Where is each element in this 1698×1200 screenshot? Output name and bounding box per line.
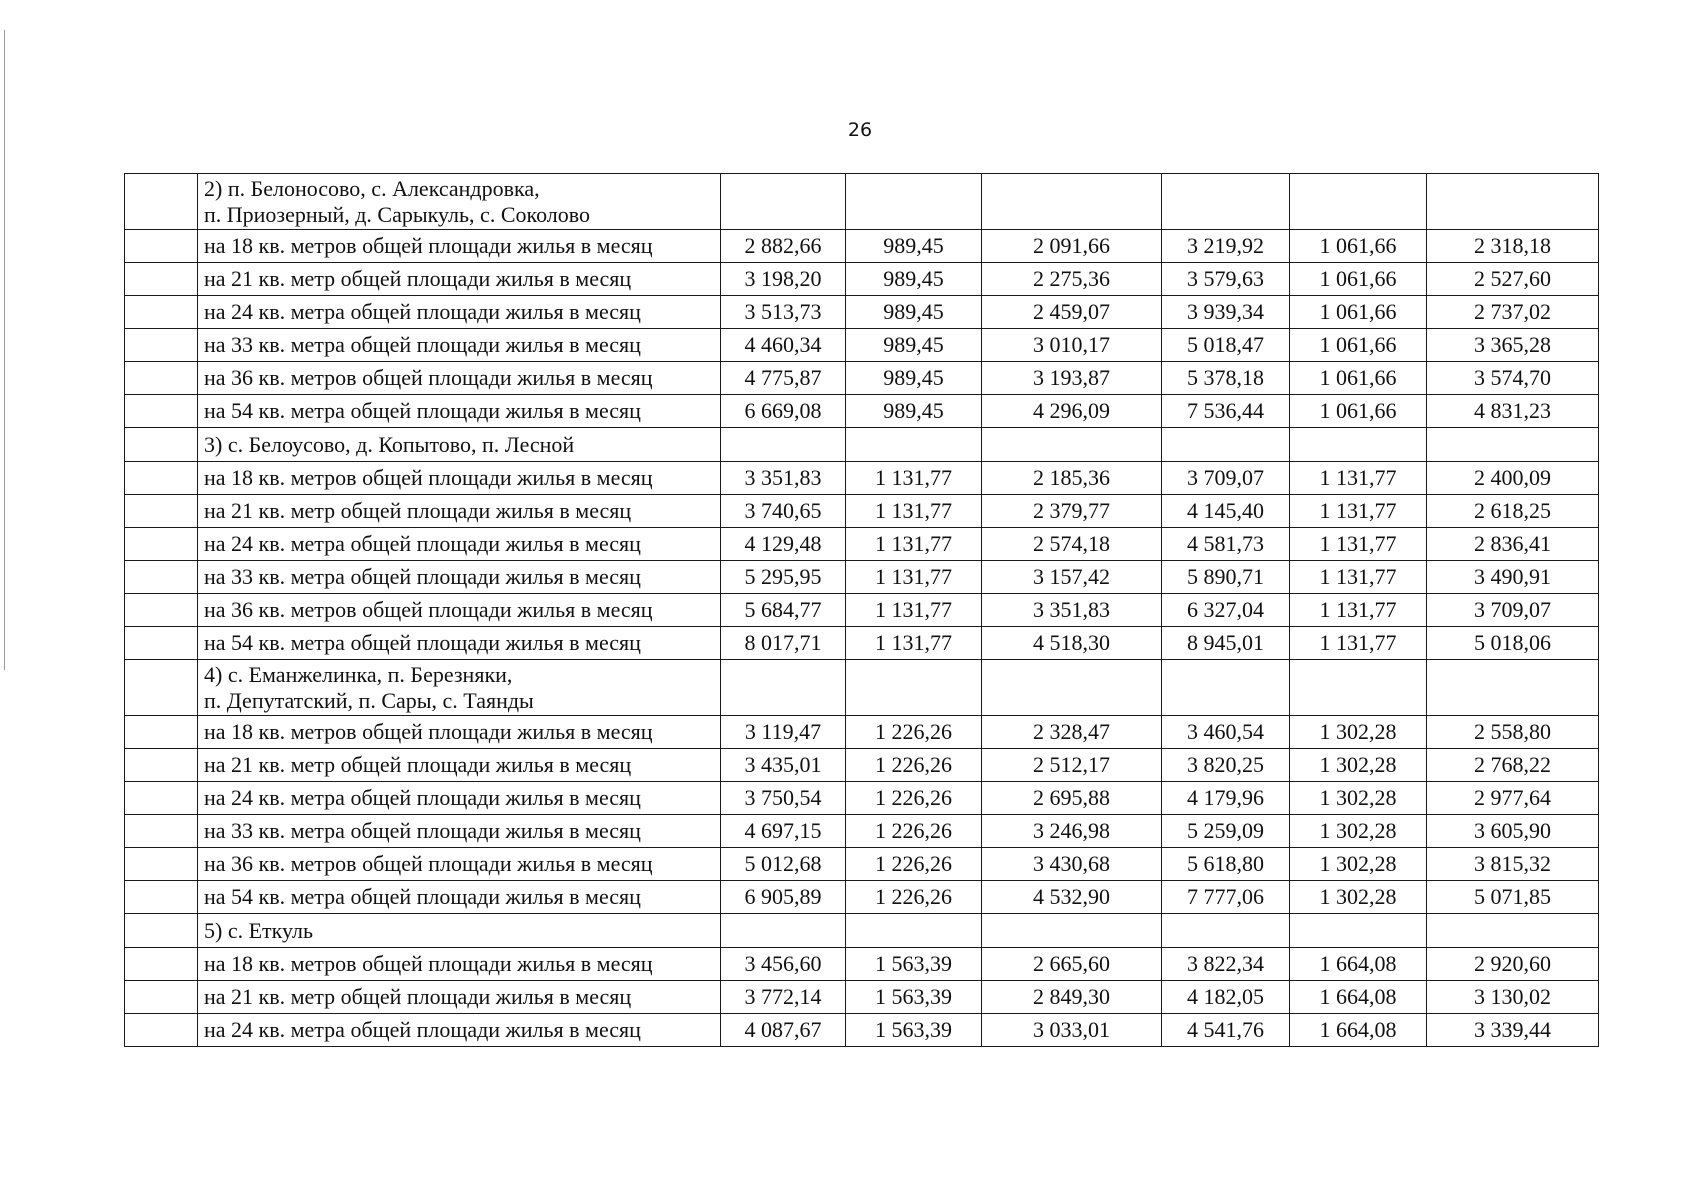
- table-row: [125, 782, 1599, 815]
- value-cell: 8 017,71: [721, 627, 846, 660]
- empty-value-cell: [721, 914, 846, 948]
- table-row: [125, 263, 1599, 296]
- empty-value-cell: [721, 174, 846, 230]
- value-cell: 1 664,08: [1290, 1014, 1427, 1047]
- value-cell: 1 226,26: [846, 782, 982, 815]
- value-cell: 989,45: [846, 395, 982, 428]
- value-cell: 5 259,09: [1162, 815, 1290, 848]
- tariff-table: [124, 173, 1599, 1047]
- value-cell: 989,45: [846, 362, 982, 395]
- value-cell: 1 664,08: [1290, 981, 1427, 1014]
- value-cell: 989,45: [846, 230, 982, 263]
- value-cell: 3 339,44: [1427, 1014, 1599, 1047]
- row-label: на 18 кв. метров общей площади жилья в месяц: [198, 230, 721, 263]
- empty-value-cell: [721, 660, 846, 716]
- value-cell: 2 558,80: [1427, 716, 1599, 749]
- value-cell: 2 459,07: [982, 296, 1162, 329]
- value-cell: 2 527,60: [1427, 263, 1599, 296]
- value-cell: 5 012,68: [721, 848, 846, 881]
- row-label: на 54 кв. метра общей площади жилья в месяц: [198, 881, 721, 914]
- value-cell: 5 018,06: [1427, 627, 1599, 660]
- value-cell: 3 435,01: [721, 749, 846, 782]
- row-label: на 21 кв. метр общей площади жилья в месяц: [198, 263, 721, 296]
- empty-value-cell: [1427, 174, 1599, 230]
- empty-value-cell: [1290, 174, 1427, 230]
- table-row: [125, 981, 1599, 1014]
- value-cell: 1 563,39: [846, 981, 982, 1014]
- value-cell: 2 849,30: [982, 981, 1162, 1014]
- value-cell: 1 302,28: [1290, 881, 1427, 914]
- value-cell: 6 905,89: [721, 881, 846, 914]
- row-label: на 21 кв. метр общей площади жилья в месяц: [198, 495, 721, 528]
- value-cell: 3 246,98: [982, 815, 1162, 848]
- row-label: на 24 кв. метра общей площади жилья в месяц: [198, 528, 721, 561]
- value-cell: 1 302,28: [1290, 815, 1427, 848]
- value-cell: 5 618,80: [1162, 848, 1290, 881]
- table-row: [125, 1014, 1599, 1047]
- index-cell: [125, 174, 198, 230]
- value-cell: 1 226,26: [846, 749, 982, 782]
- empty-value-cell: [982, 660, 1162, 716]
- index-cell: [125, 329, 198, 362]
- row-label: на 18 кв. метров общей площади жилья в месяц: [198, 462, 721, 495]
- value-cell: 7 777,06: [1162, 881, 1290, 914]
- table-row: [125, 749, 1599, 782]
- value-cell: 4 697,15: [721, 815, 846, 848]
- table-row: [125, 948, 1599, 981]
- value-cell: 3 193,87: [982, 362, 1162, 395]
- index-cell: [125, 848, 198, 881]
- table-row: [125, 627, 1599, 660]
- value-cell: 4 296,09: [982, 395, 1162, 428]
- value-cell: 1 226,26: [846, 716, 982, 749]
- value-cell: 2 328,47: [982, 716, 1162, 749]
- index-cell: [125, 914, 198, 948]
- value-cell: 6 327,04: [1162, 594, 1290, 627]
- row-label: на 18 кв. метров общей площади жилья в месяц: [198, 948, 721, 981]
- value-cell: 4 460,34: [721, 329, 846, 362]
- value-cell: 1 061,66: [1290, 296, 1427, 329]
- value-cell: 3 820,25: [1162, 749, 1290, 782]
- table-row: [125, 395, 1599, 428]
- value-cell: 3 815,32: [1427, 848, 1599, 881]
- empty-value-cell: [846, 660, 982, 716]
- empty-value-cell: [846, 174, 982, 230]
- value-cell: 2 665,60: [982, 948, 1162, 981]
- index-cell: [125, 495, 198, 528]
- empty-value-cell: [846, 428, 982, 462]
- value-cell: 2 185,36: [982, 462, 1162, 495]
- value-cell: 4 145,40: [1162, 495, 1290, 528]
- value-cell: 3 351,83: [721, 462, 846, 495]
- value-cell: 1 131,77: [1290, 528, 1427, 561]
- value-cell: 1 664,08: [1290, 948, 1427, 981]
- value-cell: 1 131,77: [846, 594, 982, 627]
- value-cell: 4 831,23: [1427, 395, 1599, 428]
- group-title: [198, 428, 721, 462]
- value-cell: 3 709,07: [1162, 462, 1290, 495]
- table-row: [125, 716, 1599, 749]
- table-row: [125, 881, 1599, 914]
- value-cell: 1 131,77: [846, 495, 982, 528]
- index-cell: [125, 263, 198, 296]
- table-row: [125, 528, 1599, 561]
- group-title-line: п. Депутатский, п. Сары, с. Таянды: [204, 688, 534, 713]
- value-cell: 2 379,77: [982, 495, 1162, 528]
- table-row: [125, 848, 1599, 881]
- value-cell: 1 131,77: [846, 462, 982, 495]
- group-title-line: 4) с. Еманжелинка, п. Березняки,: [204, 662, 513, 687]
- row-label: на 36 кв. метров общей площади жилья в месяц: [198, 848, 721, 881]
- value-cell: 1 131,77: [846, 561, 982, 594]
- value-cell: 5 295,95: [721, 561, 846, 594]
- value-cell: 3 579,63: [1162, 263, 1290, 296]
- value-cell: 5 071,85: [1427, 881, 1599, 914]
- value-cell: 3 709,07: [1427, 594, 1599, 627]
- empty-value-cell: [1162, 660, 1290, 716]
- table-row: [125, 561, 1599, 594]
- value-cell: 3 157,42: [982, 561, 1162, 594]
- value-cell: 1 302,28: [1290, 782, 1427, 815]
- value-cell: 2 977,64: [1427, 782, 1599, 815]
- index-cell: [125, 362, 198, 395]
- index-cell: [125, 230, 198, 263]
- index-cell: [125, 395, 198, 428]
- value-cell: 1 061,66: [1290, 362, 1427, 395]
- value-cell: 2 318,18: [1427, 230, 1599, 263]
- value-cell: 3 490,91: [1427, 561, 1599, 594]
- value-cell: 4 541,76: [1162, 1014, 1290, 1047]
- empty-value-cell: [982, 428, 1162, 462]
- group-header-row: [125, 914, 1599, 948]
- value-cell: 1 131,77: [1290, 462, 1427, 495]
- row-label: на 24 кв. метра общей площади жилья в месяц: [198, 1014, 721, 1047]
- value-cell: 3 750,54: [721, 782, 846, 815]
- value-cell: 1 061,66: [1290, 395, 1427, 428]
- index-cell: [125, 716, 198, 749]
- index-cell: [125, 881, 198, 914]
- value-cell: 2 574,18: [982, 528, 1162, 561]
- value-cell: 1 302,28: [1290, 716, 1427, 749]
- value-cell: 5 018,47: [1162, 329, 1290, 362]
- value-cell: 2 882,66: [721, 230, 846, 263]
- group-title-line: 3) с. Белоусово, д. Копытово, п. Лесной: [204, 432, 575, 457]
- value-cell: 3 822,34: [1162, 948, 1290, 981]
- row-label: на 54 кв. метра общей площади жилья в месяц: [198, 627, 721, 660]
- empty-value-cell: [1162, 428, 1290, 462]
- value-cell: 2 512,17: [982, 749, 1162, 782]
- row-label: на 21 кв. метр общей площади жилья в месяц: [198, 981, 721, 1014]
- value-cell: 3 513,73: [721, 296, 846, 329]
- row-label: на 54 кв. метра общей площади жилья в месяц: [198, 395, 721, 428]
- value-cell: 1 226,26: [846, 881, 982, 914]
- index-cell: [125, 749, 198, 782]
- empty-value-cell: [982, 174, 1162, 230]
- index-cell: [125, 815, 198, 848]
- value-cell: 989,45: [846, 329, 982, 362]
- index-cell: [125, 782, 198, 815]
- value-cell: 2 618,25: [1427, 495, 1599, 528]
- value-cell: 2 091,66: [982, 230, 1162, 263]
- empty-value-cell: [1427, 428, 1599, 462]
- table-row: [125, 296, 1599, 329]
- value-cell: 4 179,96: [1162, 782, 1290, 815]
- value-cell: 3 219,92: [1162, 230, 1290, 263]
- value-cell: 3 939,34: [1162, 296, 1290, 329]
- value-cell: 989,45: [846, 263, 982, 296]
- value-cell: 3 198,20: [721, 263, 846, 296]
- value-cell: 4 087,67: [721, 1014, 846, 1047]
- page-number: 26: [847, 119, 873, 141]
- group-header-row: [125, 428, 1599, 462]
- group-title-line: п. Приозерный, д. Сарыкуль, с. Соколово: [204, 202, 590, 227]
- value-cell: 1 131,77: [1290, 627, 1427, 660]
- value-cell: 1 131,77: [846, 627, 982, 660]
- value-cell: 4 532,90: [982, 881, 1162, 914]
- value-cell: 4 581,73: [1162, 528, 1290, 561]
- value-cell: 5 890,71: [1162, 561, 1290, 594]
- index-cell: [125, 1014, 198, 1047]
- value-cell: 1 131,77: [1290, 495, 1427, 528]
- empty-value-cell: [1290, 914, 1427, 948]
- value-cell: 989,45: [846, 296, 982, 329]
- value-cell: 3 130,02: [1427, 981, 1599, 1014]
- value-cell: 1 302,28: [1290, 749, 1427, 782]
- value-cell: 5 684,77: [721, 594, 846, 627]
- empty-value-cell: [1427, 660, 1599, 716]
- row-label: на 21 кв. метр общей площади жилья в месяц: [198, 749, 721, 782]
- value-cell: 3 740,65: [721, 495, 846, 528]
- group-header-row: [125, 174, 1599, 230]
- table-row: [125, 362, 1599, 395]
- table-row: [125, 594, 1599, 627]
- group-title: [198, 174, 721, 230]
- value-cell: 2 737,02: [1427, 296, 1599, 329]
- value-cell: 4 518,30: [982, 627, 1162, 660]
- group-title-line: 2) п. Белоносово, с. Александровка,: [204, 176, 540, 201]
- value-cell: 5 378,18: [1162, 362, 1290, 395]
- value-cell: 3 033,01: [982, 1014, 1162, 1047]
- row-label: на 33 кв. метра общей площади жилья в месяц: [198, 329, 721, 362]
- index-cell: [125, 594, 198, 627]
- value-cell: 1 061,66: [1290, 230, 1427, 263]
- scan-edge-line: [4, 30, 5, 670]
- index-cell: [125, 428, 198, 462]
- value-cell: 2 275,36: [982, 263, 1162, 296]
- value-cell: 3 460,54: [1162, 716, 1290, 749]
- value-cell: 3 456,60: [721, 948, 846, 981]
- empty-value-cell: [982, 914, 1162, 948]
- table-row: [125, 230, 1599, 263]
- empty-value-cell: [1290, 660, 1427, 716]
- empty-value-cell: [846, 914, 982, 948]
- group-title-line: 5) с. Еткуль: [204, 918, 314, 943]
- row-label: на 36 кв. метров общей площади жилья в месяц: [198, 362, 721, 395]
- row-label: на 33 кв. метра общей площади жилья в месяц: [198, 561, 721, 594]
- value-cell: 1 061,66: [1290, 329, 1427, 362]
- value-cell: 4 775,87: [721, 362, 846, 395]
- index-cell: [125, 296, 198, 329]
- table-row: [125, 462, 1599, 495]
- index-cell: [125, 528, 198, 561]
- value-cell: 3 605,90: [1427, 815, 1599, 848]
- value-cell: 3 430,68: [982, 848, 1162, 881]
- value-cell: 3 010,17: [982, 329, 1162, 362]
- index-cell: [125, 948, 198, 981]
- value-cell: 8 945,01: [1162, 627, 1290, 660]
- empty-value-cell: [1427, 914, 1599, 948]
- table-row: [125, 815, 1599, 848]
- value-cell: 1 563,39: [846, 1014, 982, 1047]
- table-row: [125, 329, 1599, 362]
- index-cell: [125, 981, 198, 1014]
- value-cell: 4 182,05: [1162, 981, 1290, 1014]
- value-cell: 1 302,28: [1290, 848, 1427, 881]
- value-cell: 1 131,77: [1290, 594, 1427, 627]
- value-cell: 2 400,09: [1427, 462, 1599, 495]
- row-label: на 18 кв. метров общей площади жилья в месяц: [198, 716, 721, 749]
- value-cell: 3 574,70: [1427, 362, 1599, 395]
- empty-value-cell: [1162, 914, 1290, 948]
- row-label: на 36 кв. метров общей площади жилья в месяц: [198, 594, 721, 627]
- table-row: [125, 495, 1599, 528]
- group-title: [198, 660, 721, 716]
- value-cell: 3 351,83: [982, 594, 1162, 627]
- value-cell: 1 131,77: [846, 528, 982, 561]
- group-title: [198, 914, 721, 948]
- row-label: на 24 кв. метра общей площади жилья в месяц: [198, 296, 721, 329]
- value-cell: 1 563,39: [846, 948, 982, 981]
- empty-value-cell: [721, 428, 846, 462]
- value-cell: 6 669,08: [721, 395, 846, 428]
- value-cell: 3 365,28: [1427, 329, 1599, 362]
- value-cell: 1 061,66: [1290, 263, 1427, 296]
- index-cell: [125, 627, 198, 660]
- value-cell: 3 119,47: [721, 716, 846, 749]
- index-cell: [125, 462, 198, 495]
- value-cell: 2 695,88: [982, 782, 1162, 815]
- value-cell: 4 129,48: [721, 528, 846, 561]
- value-cell: 2 920,60: [1427, 948, 1599, 981]
- value-cell: 1 131,77: [1290, 561, 1427, 594]
- value-cell: 3 772,14: [721, 981, 846, 1014]
- tariff-table-body: [125, 174, 1599, 1047]
- empty-value-cell: [1290, 428, 1427, 462]
- group-header-row: [125, 660, 1599, 716]
- index-cell: [125, 660, 198, 716]
- index-cell: [125, 561, 198, 594]
- value-cell: 2 836,41: [1427, 528, 1599, 561]
- value-cell: 7 536,44: [1162, 395, 1290, 428]
- row-label: на 24 кв. метра общей площади жилья в месяц: [198, 782, 721, 815]
- row-label: на 33 кв. метра общей площади жилья в месяц: [198, 815, 721, 848]
- value-cell: 2 768,22: [1427, 749, 1599, 782]
- value-cell: 1 226,26: [846, 815, 982, 848]
- empty-value-cell: [1162, 174, 1290, 230]
- value-cell: 1 226,26: [846, 848, 982, 881]
